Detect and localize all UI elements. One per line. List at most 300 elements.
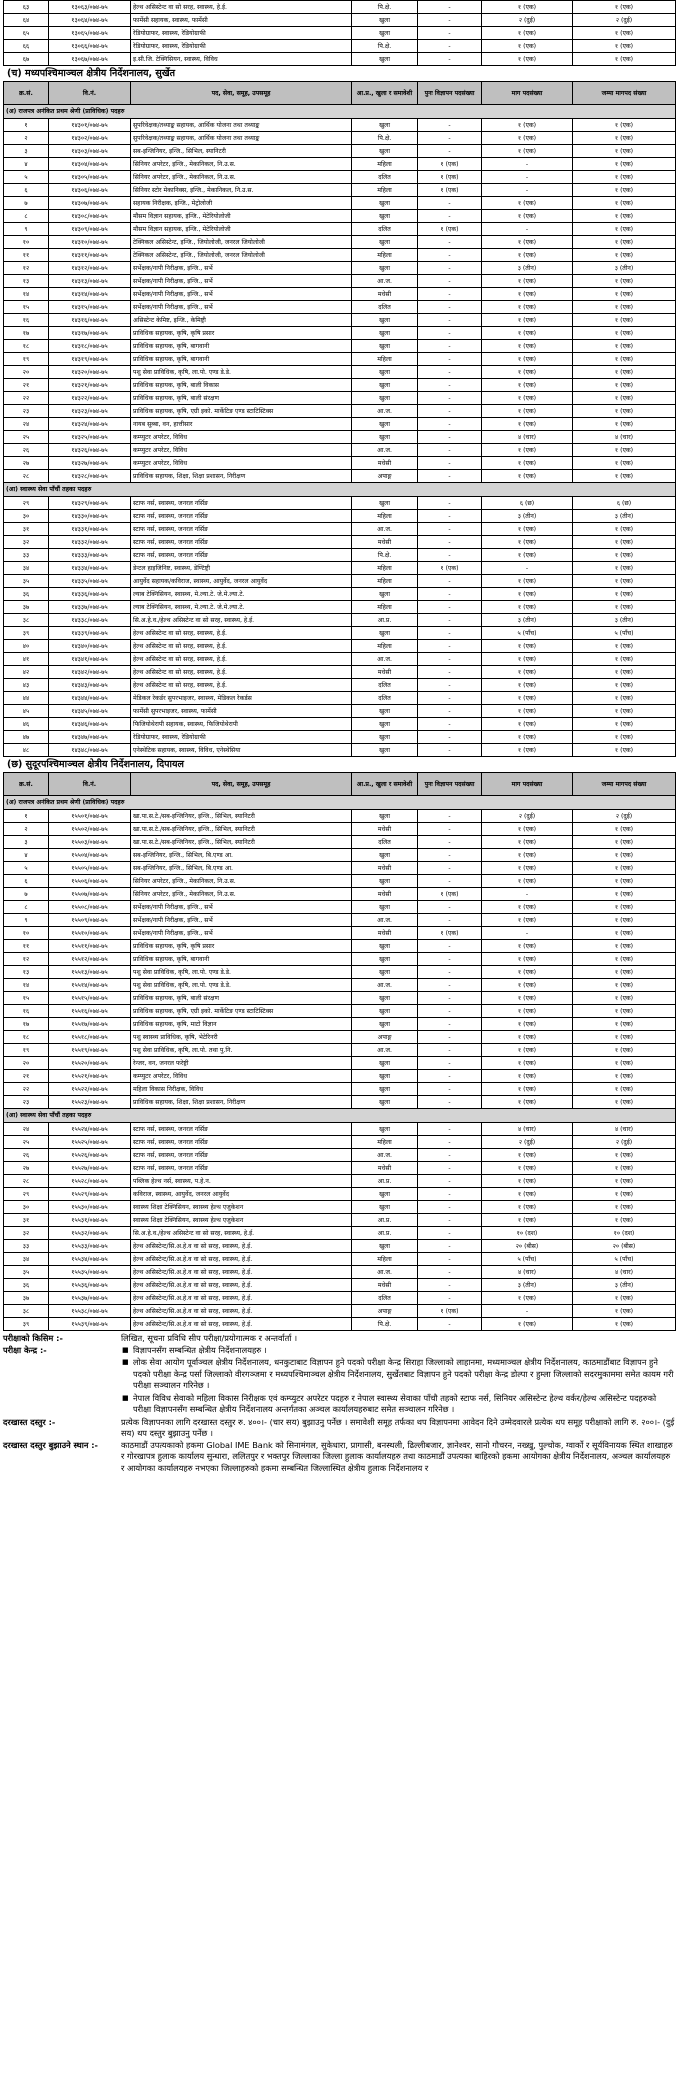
table-row-cell: खुला (352, 431, 418, 444)
table-row-cell: १ (एक) (482, 836, 573, 849)
table-row-cell: ६३ (4, 1, 49, 14)
table-row-cell: १४३०८/०७४-७५ (49, 210, 131, 223)
table-row-cell: हेल्थ असिस्टेन्ट वा सो सरह, स्वास्थ्य, हे.ई. (131, 627, 352, 640)
table-row-cell: खुला (352, 366, 418, 379)
table-gha (3, 0, 676, 66)
table-row-cell: - (418, 236, 482, 249)
table-row-cell: १४३४८/०७४-७५ (49, 744, 131, 757)
table-row-cell: १ (एक) (482, 705, 573, 718)
table-row-cell: खुला (352, 1240, 418, 1253)
table-row-cell: पि.क्षे. (352, 40, 418, 53)
table-row-cell: - (418, 1057, 482, 1070)
table-row-cell: १५५०६/०७४-७५ (49, 875, 131, 888)
table-row-cell: १ (एक) (482, 1188, 573, 1201)
table-row-cell: १ (एक) (573, 1292, 676, 1305)
table-row-cell: १ (एक) (482, 1175, 573, 1188)
table-row (4, 1070, 676, 1083)
table-row-cell: अपाङ्ग (352, 1031, 418, 1044)
table-row-cell: ६६ (4, 40, 49, 53)
table-row-cell: १ (एक) (482, 249, 573, 262)
table-row-cell: १५५०५/०७४-७५ (49, 862, 131, 875)
table-row-cell: १ (एक) (482, 1214, 573, 1227)
table-row-cell: मौसम विज्ञान सहायक, इन्जि., मेटेरियोलोजी (131, 223, 352, 236)
table-row-cell: - (418, 1018, 482, 1031)
table-row-cell: - (418, 1292, 482, 1305)
table-row (4, 418, 676, 431)
table-row-cell: - (418, 40, 482, 53)
table-row-cell: खुला (352, 705, 418, 718)
table-row-cell: आ.प्र. (352, 1227, 418, 1240)
table-row-cell: आ.ज. (352, 653, 418, 666)
table-row-cell: १४३३६/०७४-७५ (49, 588, 131, 601)
table-row-cell: २४ (4, 418, 49, 431)
table-row-cell: ३ (तीन) (573, 262, 676, 275)
table-row-cell: हेल्थ असिस्टेन्ट/सि.अ.हे.व वा सो सरह, स्वास्थ्य, हे.ई. (131, 1305, 352, 1318)
table-row-cell: १ (एक) (482, 640, 573, 653)
table-row-cell: खुला (352, 327, 418, 340)
table-row-cell: महिला (352, 575, 418, 588)
table-row-cell: स्टाफ नर्स, स्वास्थ्य, जनरल नर्सिङ (131, 1149, 352, 1162)
table-row-cell: नायब सुब्बा, वन, हात्तीसार (131, 418, 352, 431)
table-row-cell: - (418, 1201, 482, 1214)
exam-center-list (121, 1345, 675, 1416)
table-row-cell: १ (एक) (573, 1018, 676, 1031)
table-row-cell: - (418, 731, 482, 744)
table-row-cell: १ (एक) (482, 1162, 573, 1175)
table-row-cell: १ (एक) (482, 314, 573, 327)
table-row-cell: खुला (352, 940, 418, 953)
table-row-cell: १ (एक) (573, 314, 676, 327)
table-row-cell: १ (एक) (482, 1096, 573, 1109)
table-row-cell: १ (एक) (573, 601, 676, 614)
table-row-cell: खुला (352, 1201, 418, 1214)
exam-info (3, 1333, 675, 1474)
table-row-cell: प्राविधिक सहायक, कृषि, बाली संरक्षण (131, 992, 352, 1005)
category-heading: (आ) स्वास्थ्य सेवा पाँचौं तहका पदहरु (4, 483, 676, 497)
category-heading: (अ) राजपत्र अनंकित प्रथम श्रेणी (प्राविधिक) पदहरु (4, 105, 676, 119)
table-row-cell: - (418, 849, 482, 862)
table-row-cell: - (418, 1214, 482, 1227)
table-row-cell: खुला (352, 14, 418, 27)
table-row-cell: स्टाफ नर्स, स्वास्थ्य, जनरल नर्सिङ (131, 523, 352, 536)
table-row-cell: - (418, 718, 482, 731)
table-cha (3, 81, 676, 757)
exam-type-label: परीक्षाको किसिम :- (3, 1333, 63, 1343)
fee-place-value: काठमाडौं उपत्यकाको हकमा Global IME Bank को सिनामंगल, सुकेधारा, प्रागासी, बनस्थली, ढिल्लीबजार, ज्ञानेश्वर, सानो गौचरन, नख्खु, पुल्चोक, ग्वार्को र सूर्यविनायक स्थित शाखाहरु र गोरखापत्र हुलाक कार्यालय सुन्धारा, ललितपुर र भक्तपुर जिल्लाका जिल्ला हुलाक कार्यालयहरु तथा काठमाडौं उपत्यका बाहिरको हकमा आयोगका क्षेत्रीय निर्देशनालय, अञ्चल कार्यालयहरु र आयोगका कार्यालयहरु नभएका जिल्लाहरुको हकमा सम्बन्धित जिल्लास्थित क्षेत्रीय हुलाक निर्देशनालय र (121, 1439, 673, 1473)
office-heading-dipayal: (छ) सुदूरपश्चिमाञ्चल क्षेत्रीय निर्देशनालय, दिपायल (7, 759, 184, 770)
table-row-cell: १ (एक) (573, 1318, 676, 1331)
table-row (4, 1279, 676, 1292)
table-row (4, 927, 676, 940)
table-row-cell: १५५३९/०७४-७५ (49, 1318, 131, 1331)
table-row-cell: १ (एक) (482, 1031, 573, 1044)
table-row-cell: १ (एक) (573, 953, 676, 966)
table-row-cell: ४५ (4, 705, 49, 718)
table-row-cell: पशु सेवा प्राविधिक, कृषि, ला.पो. एण्ड डे.डे. (131, 966, 352, 979)
table-row-cell: १० (दश) (573, 1227, 676, 1240)
table-row (4, 1123, 676, 1136)
table-row-cell: - (418, 914, 482, 927)
table-row-cell: १ (एक) (482, 1083, 573, 1096)
table-row-cell: महिला (352, 158, 418, 171)
table-row-cell: दलित (352, 692, 418, 705)
table-header-cell: वि.नं. (49, 82, 131, 105)
table-row-cell: १५५३७/०७४-७५ (49, 1292, 131, 1305)
table-row-cell: १५५२४/०७४-७५ (49, 1123, 131, 1136)
table-row-cell: - (418, 744, 482, 757)
table-row-cell: - (418, 705, 482, 718)
table-row-cell: हेल्थ असिस्टेन्ट/सि.अ.हे.व वा सो सरह, स्वास्थ्य, हे.ई. (131, 1279, 352, 1292)
table-row-cell: १ (एक) (573, 1044, 676, 1057)
table-row-cell: १५५३६/०७४-७५ (49, 1279, 131, 1292)
table-row-cell: - (418, 1123, 482, 1136)
table-row-cell: २७ (4, 457, 49, 470)
table-row-cell: रेन्जर, वन, जनरल फरेष्ट्री (131, 1057, 352, 1070)
table-row-cell: दलित (352, 679, 418, 692)
table-row-cell: १ (एक) (573, 836, 676, 849)
table-row-cell: १ (एक) (482, 744, 573, 757)
table-row-cell: आ.ज. (352, 405, 418, 418)
table-row-cell: ३ (तीन) (482, 1279, 573, 1292)
table-row-cell: खुला (352, 314, 418, 327)
table-row-cell: १ (एक) (482, 275, 573, 288)
table-row-cell: पि.क्षे. (352, 1, 418, 14)
table-row-cell: १ (एक) (482, 379, 573, 392)
table-row-cell: १ (एक) (573, 223, 676, 236)
table-row-cell: १ (एक) (482, 536, 573, 549)
table-row-cell: ५ (पाँच) (573, 627, 676, 640)
table-row-cell: महिला (352, 184, 418, 197)
table-row-cell: खुला (352, 718, 418, 731)
table-row-cell: १७ (4, 1018, 49, 1031)
table-row-cell: २२ (4, 1083, 49, 1096)
table-row (4, 470, 676, 483)
table-row-cell: १५५२१/०७४-७५ (49, 1070, 131, 1083)
table-row-cell: स्टाफ नर्स, स्वास्थ्य, जनरल नर्सिङ (131, 1123, 352, 1136)
table-row-cell: सिनियर अपरेटर, इन्जि., मेकानिकल, नि.उ.स. (131, 171, 352, 184)
table-row-cell: १३०६४/०७४-७५ (49, 14, 131, 27)
table-row (4, 1096, 676, 1109)
table-row (4, 862, 676, 875)
table-row-cell: खुला (352, 731, 418, 744)
table-row (4, 1005, 676, 1018)
table-header-cell: आ.प्र., खुला र समावेशी (352, 773, 418, 796)
table-row-cell: सब-इन्जिनियर, इन्जि., सिभिल, बि.एण्ड आ. (131, 862, 352, 875)
table-row (4, 836, 676, 849)
table-row-cell: १ (एक) (573, 249, 676, 262)
table-row-cell: - (418, 444, 482, 457)
table-row-cell: ४६ (4, 718, 49, 731)
table-row (4, 1318, 676, 1331)
table-row-cell: २ (दुई) (482, 810, 573, 823)
table-row (4, 1175, 676, 1188)
table-row-cell: खुला (352, 27, 418, 40)
table-header (4, 82, 676, 105)
table-row-cell: - (482, 223, 573, 236)
table-row-cell: कम्प्युटर अपरेटर, विविध (131, 444, 352, 457)
table-row-cell: स्टाफ नर्स, स्वास्थ्य, जनरल नर्सिङ (131, 549, 352, 562)
table-row-cell: १३०६५/०७४-७५ (49, 27, 131, 40)
table-row-cell: - (418, 823, 482, 836)
table-row-cell: १५५२०/०७४-७५ (49, 1057, 131, 1070)
table-row-cell: १ (एक) (573, 875, 676, 888)
table-row-cell: १ (एक) (573, 27, 676, 40)
table-row (4, 1266, 676, 1279)
table-row-cell: १ (एक) (482, 353, 573, 366)
table-row-cell: १४३१२/०७४-७५ (49, 262, 131, 275)
table-row-cell: १ (एक) (482, 418, 573, 431)
table-row (4, 1240, 676, 1253)
fee-row (3, 1417, 675, 1440)
table-row-cell: १ (एक) (573, 1005, 676, 1018)
table-row-cell: १ (एक) (573, 53, 676, 66)
table-row-cell: - (418, 145, 482, 158)
table-row (4, 953, 676, 966)
table-row-cell: २ (दुई) (573, 14, 676, 27)
table-row-cell: १४३०२/०७४-७५ (49, 132, 131, 145)
table-row-cell: - (482, 888, 573, 901)
table-row-cell: ३५ (4, 1266, 49, 1279)
table-row-cell: १० (4, 236, 49, 249)
table-row-cell: खुला (352, 210, 418, 223)
table-row (4, 236, 676, 249)
table-row-cell: मधेसी (352, 862, 418, 875)
exam-center-label: परीक्षा केन्द्र :- (3, 1344, 47, 1355)
table-row-cell: - (418, 132, 482, 145)
table-row-cell: २ (दुई) (482, 14, 573, 27)
table-row (4, 966, 676, 979)
table-row-cell: - (418, 27, 482, 40)
table-row-cell: ३ (तीन) (482, 510, 573, 523)
table-row-cell: १५५०४/०७४-७५ (49, 849, 131, 862)
table-row-cell: खुला (352, 340, 418, 353)
table-row-cell: १ (एक) (482, 236, 573, 249)
exam-center-item: ■ नेपाल विविध सेवाको महिला विकास निरीक्षक एवं कम्प्युटर अपरेटर पदहरु र नेपाल स्वास्थ्य सेवाका पाँचौ तहको स्टाफ नर्स, सिनियर असिस्टेन्ट हेल्थ वर्कर/हेल्थ असिस्टेन्ट पदहरुको परीक्षा विज्ञापनसँग सम्बन्धित क्षेत्रीय निर्देशनालय अन्तर्गतका अञ्चल कार्यालयहरुबाट समेत सञ्चालन गरिनेछ । (133, 1393, 675, 1416)
table-row-cell: १ (एक) (482, 1005, 573, 1018)
table-row-cell: खुला (352, 849, 418, 862)
table-row-cell: ४ (चार) (573, 1266, 676, 1279)
table-row-cell: १३०६३/०७४-७५ (49, 1, 131, 14)
table-row (4, 549, 676, 562)
table-row-cell: १ (एक) (482, 1044, 573, 1057)
table-header-cell: आ.प्र., खुला र समावेशी (352, 82, 418, 105)
table-row-cell: - (418, 314, 482, 327)
table-row-cell: १ (एक) (482, 601, 573, 614)
table-row-cell: - (418, 379, 482, 392)
table-row-cell: खा.पा.स.टे./सब-इन्जिनियर, इन्जि., सिभिल, स्यानिटरी (131, 823, 352, 836)
table-row-cell: २ (दुई) (482, 1136, 573, 1149)
table-row-cell: १ (एक) (573, 679, 676, 692)
exam-center-row (3, 1345, 675, 1417)
table-row-cell: १५५३४/०७४-७५ (49, 1253, 131, 1266)
table-row-cell: १ (एक) (573, 1214, 676, 1227)
table-header-cell: जम्मा मागपद संख्या (573, 82, 676, 105)
table-row-cell: ४ (4, 158, 49, 171)
table-row-cell: १ (एक) (573, 666, 676, 679)
table-row-cell: १९ (4, 1044, 49, 1057)
table-row-cell: - (418, 875, 482, 888)
table-row-cell: ६७ (4, 53, 49, 66)
table-row-cell: ४ (चार) (573, 431, 676, 444)
table-row-cell: १ (एक) (573, 1188, 676, 1201)
table-row-cell: महिला (352, 510, 418, 523)
table-row-cell: ३२ (4, 536, 49, 549)
table-row-cell: १ (एक) (573, 562, 676, 575)
table-row-cell: १३०६७/०७४-७५ (49, 53, 131, 66)
table-row-cell: १२ (4, 953, 49, 966)
table-row-cell: १३ (4, 966, 49, 979)
table-row-cell: १५ (4, 301, 49, 314)
table-row-cell: १ (एक) (573, 1201, 676, 1214)
table-row-cell: आ.ज. (352, 523, 418, 536)
table-row-cell: - (418, 575, 482, 588)
table-row (4, 914, 676, 927)
table-row (4, 366, 676, 379)
table-row-cell: १५५३२/०७४-७५ (49, 1227, 131, 1240)
table-row-cell: १५५२३/०७४-७५ (49, 1096, 131, 1109)
table-row (4, 145, 676, 158)
table-row-cell: - (418, 418, 482, 431)
table-row-cell: मधेसी (352, 1162, 418, 1175)
table-row-cell: १५५०१/०७४-७५ (49, 810, 131, 823)
table-row-cell: हेल्थ असिस्टेन्ट वा सो सरह, स्वास्थ्य, हे.ई. (131, 640, 352, 653)
table-row-cell: २० (बीस) (573, 1240, 676, 1253)
table-row (4, 718, 676, 731)
table-row-cell: १ (एक) (573, 392, 676, 405)
table-row-cell: सहायक निरीक्षक, इन्जि., मेट्रोलोजी (131, 197, 352, 210)
table-row (4, 184, 676, 197)
table-row-cell: १ (एक) (573, 184, 676, 197)
table-row-cell: १५५१७/०७४-७५ (49, 1018, 131, 1031)
table-row (4, 327, 676, 340)
table-row-cell: ३ (तीन) (482, 262, 573, 275)
table-row-cell: १४ (4, 979, 49, 992)
table-row-cell: १ (एक) (482, 1149, 573, 1162)
table-row-cell: ४ (चार) (482, 431, 573, 444)
table-row-cell: - (418, 666, 482, 679)
table-row-cell: २१ (4, 379, 49, 392)
table-row (4, 262, 676, 275)
table-row-cell: सि.अ.हे.व./हेल्थ असिस्टेन्ट वा सो सरह, स्वास्थ्य, हे.ई. (131, 1227, 352, 1240)
table-row-cell: स्टाफ नर्स, स्वास्थ्य, जनरल नर्सिङ (131, 510, 352, 523)
table-row-cell: १ (एक) (482, 979, 573, 992)
table-row-cell: सर्भेक्षक/नापी निरीक्षक, इन्जि., सर्भे (131, 901, 352, 914)
table-row-cell: दलित (352, 1292, 418, 1305)
table-row-cell: महिला विकास निरीक्षक, विविध (131, 1083, 352, 1096)
table-row (4, 575, 676, 588)
table-row-cell: - (418, 1162, 482, 1175)
table-row-cell: पशु स्वास्थ्य प्राविधिक, कृषि, भेटेरिनरी (131, 1031, 352, 1044)
table-row-cell: मेडिकल रेकर्डर सुपरभाइजर, स्वास्थ्य, मेडिकल रेकर्डस (131, 692, 352, 705)
table-row-cell: महिला (352, 1136, 418, 1149)
table-row (4, 1136, 676, 1149)
table-row-cell: १ (एक) (482, 901, 573, 914)
table-row-cell: १ (एक) (573, 288, 676, 301)
table-row-cell: १४३२३/०७४-७५ (49, 405, 131, 418)
table-row-cell: स्टाफ नर्स, स्वास्थ्य, जनरल नर्सिङ (131, 1162, 352, 1175)
table-row-cell: १ (एक) (482, 679, 573, 692)
table-row-cell: - (418, 953, 482, 966)
table-row-cell: १ (एक) (573, 1031, 676, 1044)
table-row-cell: १ (एक) (573, 132, 676, 145)
table-row-cell: - (418, 1005, 482, 1018)
table-row-cell: १ (एक) (418, 184, 482, 197)
table-row-cell: प्राविधिक सहायक, कृषि, बाली संरक्षण (131, 392, 352, 405)
table-row-cell: ६५ (4, 27, 49, 40)
table-row-cell: - (482, 927, 573, 940)
table-row-cell: १४३२२/०७४-७५ (49, 392, 131, 405)
category-heading: (अ) राजपत्र अनंकित प्रथम श्रेणी (प्राविधिक) पदहरु (4, 796, 676, 810)
table-row-cell: १४३०५/०७४-७५ (49, 171, 131, 184)
table-row-cell: १५५३३/०७४-७५ (49, 1240, 131, 1253)
table-row-cell: - (418, 1031, 482, 1044)
table-row-cell: १ (एक) (573, 40, 676, 53)
table-row-cell: - (418, 1279, 482, 1292)
table-row-cell: १ (एक) (573, 718, 676, 731)
table-row-cell: ३० (4, 510, 49, 523)
table-row-cell: खुला (352, 1018, 418, 1031)
table-row-cell: १४३१६/०७४-७५ (49, 314, 131, 327)
table-row-cell: १६ (4, 314, 49, 327)
table-row-cell: १४३२८/०७४-७५ (49, 470, 131, 483)
table-row-cell: फिजियोथेरापी सहायक, स्वास्थ्य, फिजियोथेरापी (131, 718, 352, 731)
table-row-cell: आ.ज. (352, 1149, 418, 1162)
table-row-cell: १ (एक) (482, 145, 573, 158)
table-row-cell: १३०६६/०७४-७५ (49, 40, 131, 53)
table-row-cell: - (418, 1, 482, 14)
table-row (4, 1057, 676, 1070)
table-row-cell: १ (एक) (573, 914, 676, 927)
table-row-cell: १४३३०/०७४-७५ (49, 510, 131, 523)
table-row-cell: ११ (4, 249, 49, 262)
table-row-cell: महिला (352, 249, 418, 262)
table-row-cell: १५५१२/०७४-७५ (49, 953, 131, 966)
table-row-cell: १५५१४/०७४-७५ (49, 979, 131, 992)
table-row-cell: १ (एक) (573, 640, 676, 653)
table-row-cell: १५५०८/०७४-७५ (49, 901, 131, 914)
table-row (4, 979, 676, 992)
table-row-cell: सि.अ.हे.व./हेल्थ असिस्टेन्ट वा सो सरह, स्वास्थ्य, हे.ई. (131, 614, 352, 627)
table-row-cell: खुला (352, 53, 418, 66)
table-row-cell: ५ (पाँच) (482, 627, 573, 640)
table-row-cell: खुला (352, 992, 418, 1005)
table-row-cell: ११ (4, 940, 49, 953)
table-row-cell: १ (एक) (482, 875, 573, 888)
table-row-cell: खुला (352, 1057, 418, 1070)
table-row-cell: १५५२८/०७४-७५ (49, 1175, 131, 1188)
table-row (4, 1, 676, 14)
table-row-cell: मधेसी (352, 536, 418, 549)
category-heading: (आ) स्वास्थ्य सेवा पाँचौं तहका पदहरु (4, 1109, 676, 1123)
table-header-cell: क्र.सं. (4, 82, 49, 105)
table-row (4, 119, 676, 132)
table-row-cell: १ (एक) (573, 1305, 676, 1318)
table-row-cell: - (482, 171, 573, 184)
table-row-cell: खुला (352, 392, 418, 405)
table-row-cell: १४३२६/०७४-७५ (49, 444, 131, 457)
table-row-cell: खुला (352, 1096, 418, 1109)
table-row-cell: पशु सेवा प्राविधिक, कृषि, ला.पो. एण्ड डे.डे. (131, 979, 352, 992)
table-row-cell: ३४ (4, 562, 49, 575)
table-row-cell: १८ (4, 340, 49, 353)
table-row-cell: - (482, 1305, 573, 1318)
table-row-cell: खुला (352, 145, 418, 158)
table-row-cell: ४ (चार) (482, 1123, 573, 1136)
table-row-cell: एनेस्थेटिक सहायक, स्वास्थ्य, विविध, एनेस्थेसिया (131, 744, 352, 757)
table-row (4, 1214, 676, 1227)
table-row-cell: १ (एक) (573, 731, 676, 744)
table-row-cell: १५५१३/०७४-७५ (49, 966, 131, 979)
